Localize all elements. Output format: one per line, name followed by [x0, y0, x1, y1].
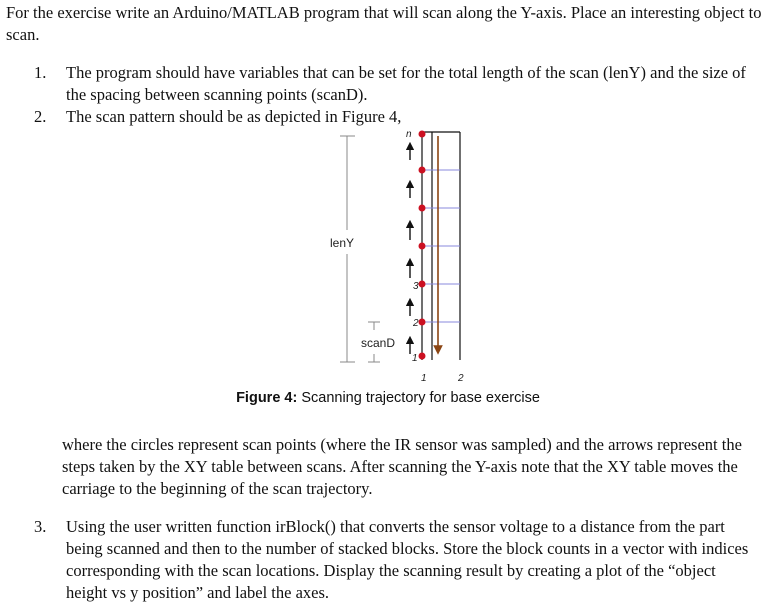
list-number: 2.	[34, 107, 47, 126]
intro-text: For the exercise write an Arduino/MATLAB program that will scan along the Y-axis. Place an interesting object to scan.	[6, 3, 762, 44]
column-label-1: 1	[421, 373, 427, 384]
point-label-3: 3	[413, 281, 419, 292]
list-text: The program should have variables that can be set for the total length of the scan (lenY) and the size of the spacing between scanning points (scanD).	[66, 63, 746, 104]
figure-caption	[0, 390, 776, 406]
column-label-2: 2	[458, 373, 464, 384]
scan-point	[419, 167, 426, 174]
caption-text: Scanning trajectory for base exercise	[297, 390, 540, 406]
scan-point	[419, 131, 426, 138]
leny-label: lenY	[330, 236, 355, 250]
scan-point	[419, 353, 426, 360]
list-text: The scan pattern should be as depicted in Figure 4,	[66, 107, 402, 126]
scan-point	[419, 319, 426, 326]
scand-label: scanD	[361, 336, 396, 350]
scan-point	[419, 243, 426, 250]
list-number: 3.	[34, 517, 47, 536]
list-text: Using the user written function irBlock() that converts the sensor voltage to a distance from the part being scanned and then to the number of stacked blocks. Store the block counts in a vector with indices corresponding with the scan locations. Display the scanning result by creating a plot of the “object height vs y position” and label the axes.	[66, 517, 749, 602]
scan-point	[419, 281, 426, 288]
scan-point	[419, 205, 426, 212]
caption-bold: Figure 4:	[236, 390, 298, 406]
list-number: 1.	[34, 63, 47, 82]
point-label-1: 1	[412, 353, 418, 364]
point-label-2: 2	[413, 318, 419, 329]
point-label-n: n	[406, 129, 412, 140]
explanation-paragraph: where the circles represent scan points (where the IR sensor was sampled) and the arrows represent the steps taken by the XY table between scans. After scanning the Y-axis note that the XY table moves the carriage to the beginning of the scan trajectory.	[62, 435, 742, 498]
